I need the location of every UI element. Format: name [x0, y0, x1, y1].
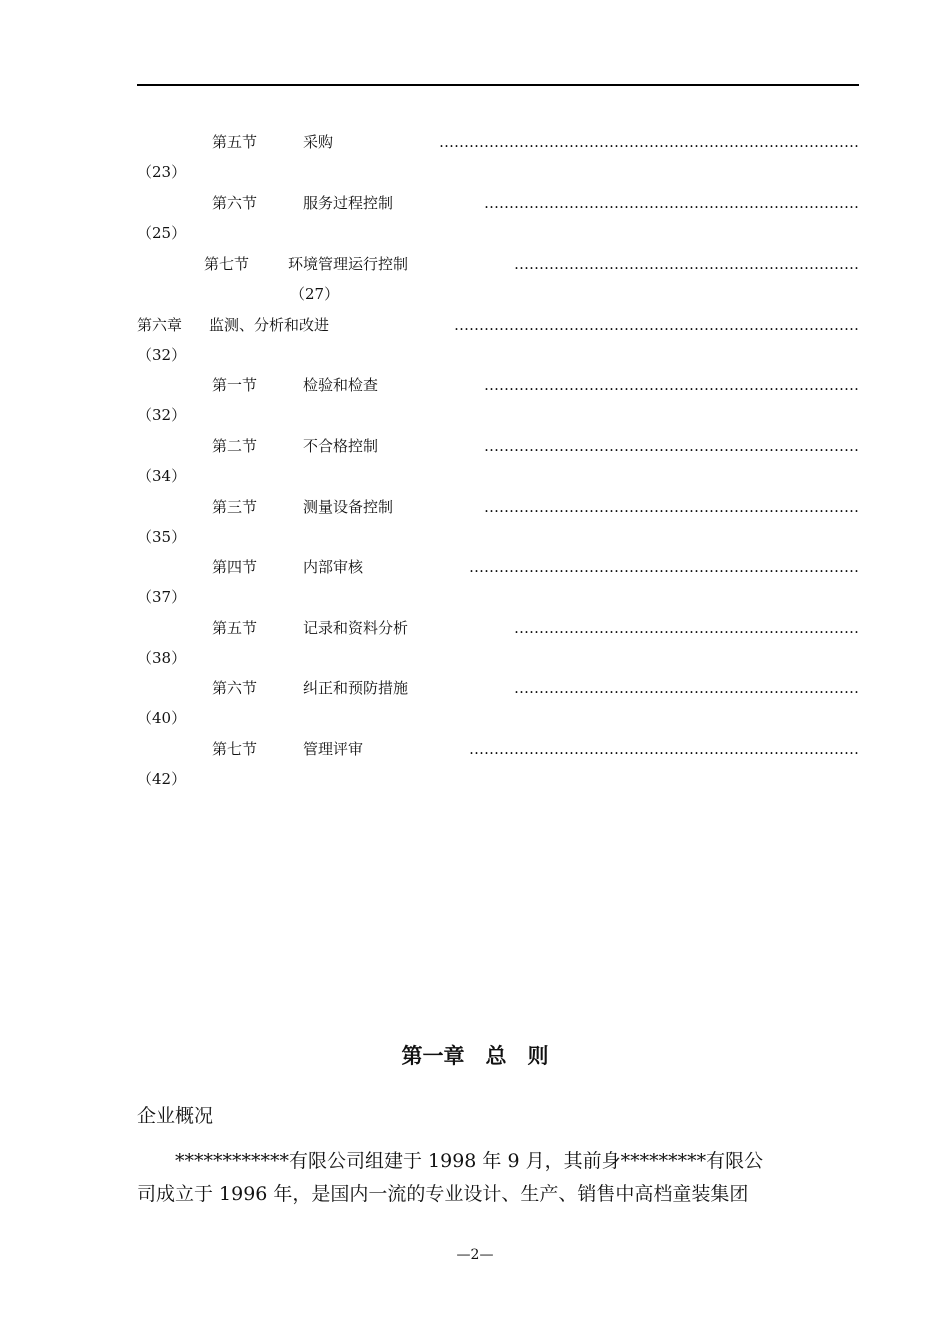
toc-entry[interactable] — [137, 131, 859, 153]
toc-leader: ………………………………………………………………… — [484, 498, 859, 516]
toc-title: 纠正和预防措施 — [303, 679, 409, 697]
toc-page-number: （27） — [290, 285, 340, 303]
toc-entry[interactable] — [137, 617, 859, 639]
toc-leader: ………………………………………………………………… — [484, 194, 859, 212]
toc-page-number: （25） — [137, 224, 187, 242]
toc-title: 环境管理运行控制 — [288, 255, 409, 273]
toc-title: 内部审核 — [303, 558, 364, 576]
toc-label: 第五节 — [212, 619, 258, 637]
toc-label: 第六节 — [212, 679, 258, 697]
toc-page-number: （23） — [137, 163, 187, 181]
toc-label: 第六节 — [212, 194, 258, 212]
chapter-title: 第一章 总 则 — [401, 1043, 549, 1068]
toc-title: 采购 — [303, 133, 334, 151]
section-title: 企业概况 — [137, 1105, 214, 1127]
toc-label: 第五节 — [212, 133, 258, 151]
toc-page-number: （34） — [137, 467, 187, 485]
toc-title: 测量设备控制 — [303, 498, 394, 516]
toc-leader: ………………………………………………………………… — [484, 376, 859, 394]
toc-page-number: （32） — [137, 406, 187, 424]
toc-leader: ………………………………………………………………… — [484, 437, 859, 455]
toc-page-number: （38） — [137, 649, 187, 667]
toc-label: 第一节 — [212, 376, 258, 394]
toc-title: 不合格控制 — [303, 437, 379, 455]
toc-leader: …………………………………………………………… — [514, 679, 859, 697]
toc-label: 第二节 — [212, 437, 258, 455]
toc-label: 第四节 — [212, 558, 258, 576]
toc-entry[interactable] — [137, 738, 859, 760]
toc-leader: ………………………………………………………………………… — [439, 133, 859, 151]
toc-label: 第六章 — [137, 316, 183, 334]
toc-title: 监测、分析和改进 — [209, 316, 330, 334]
toc-entry[interactable] — [137, 556, 859, 578]
toc-leader: ……………………………………………………………………… — [454, 316, 859, 334]
page-number-footer: —2— — [456, 1247, 494, 1263]
toc-label: 第七节 — [204, 255, 250, 273]
toc-page-number: （40） — [137, 709, 187, 727]
toc-page-number: （42） — [137, 770, 187, 788]
toc-label: 第三节 — [212, 498, 258, 516]
toc-page-number: （32） — [137, 346, 187, 364]
toc-entry[interactable] — [137, 314, 859, 336]
toc-page-number: （35） — [137, 528, 187, 546]
toc-leader: …………………………………………………………………… — [469, 740, 859, 758]
paragraph-line: ************有限公司组建于 1998 年 9 月，其前身*********有限公 — [137, 1150, 764, 1172]
toc-title: 记录和资料分析 — [303, 619, 409, 637]
toc-label: 第七节 — [212, 740, 258, 758]
toc-leader: …………………………………………………………………… — [469, 558, 859, 576]
header-rule — [137, 84, 859, 86]
toc-page-number: （37） — [137, 588, 187, 606]
toc-title: 检验和检查 — [303, 376, 379, 394]
toc-title: 服务过程控制 — [303, 194, 394, 212]
toc-entry[interactable] — [137, 677, 859, 699]
toc-leader: …………………………………………………………… — [514, 255, 859, 273]
toc-entry[interactable] — [137, 374, 859, 396]
toc-leader: …………………………………………………………… — [514, 619, 859, 637]
paragraph-line: 司成立于 1996 年，是国内一流的专业设计、生产、销售中高档童装集团 — [137, 1183, 749, 1205]
toc-entry[interactable] — [137, 496, 859, 518]
toc-entry[interactable] — [137, 192, 859, 214]
toc-entry[interactable] — [137, 435, 859, 457]
toc-title: 管理评审 — [303, 740, 364, 758]
toc-entry[interactable] — [137, 253, 859, 275]
